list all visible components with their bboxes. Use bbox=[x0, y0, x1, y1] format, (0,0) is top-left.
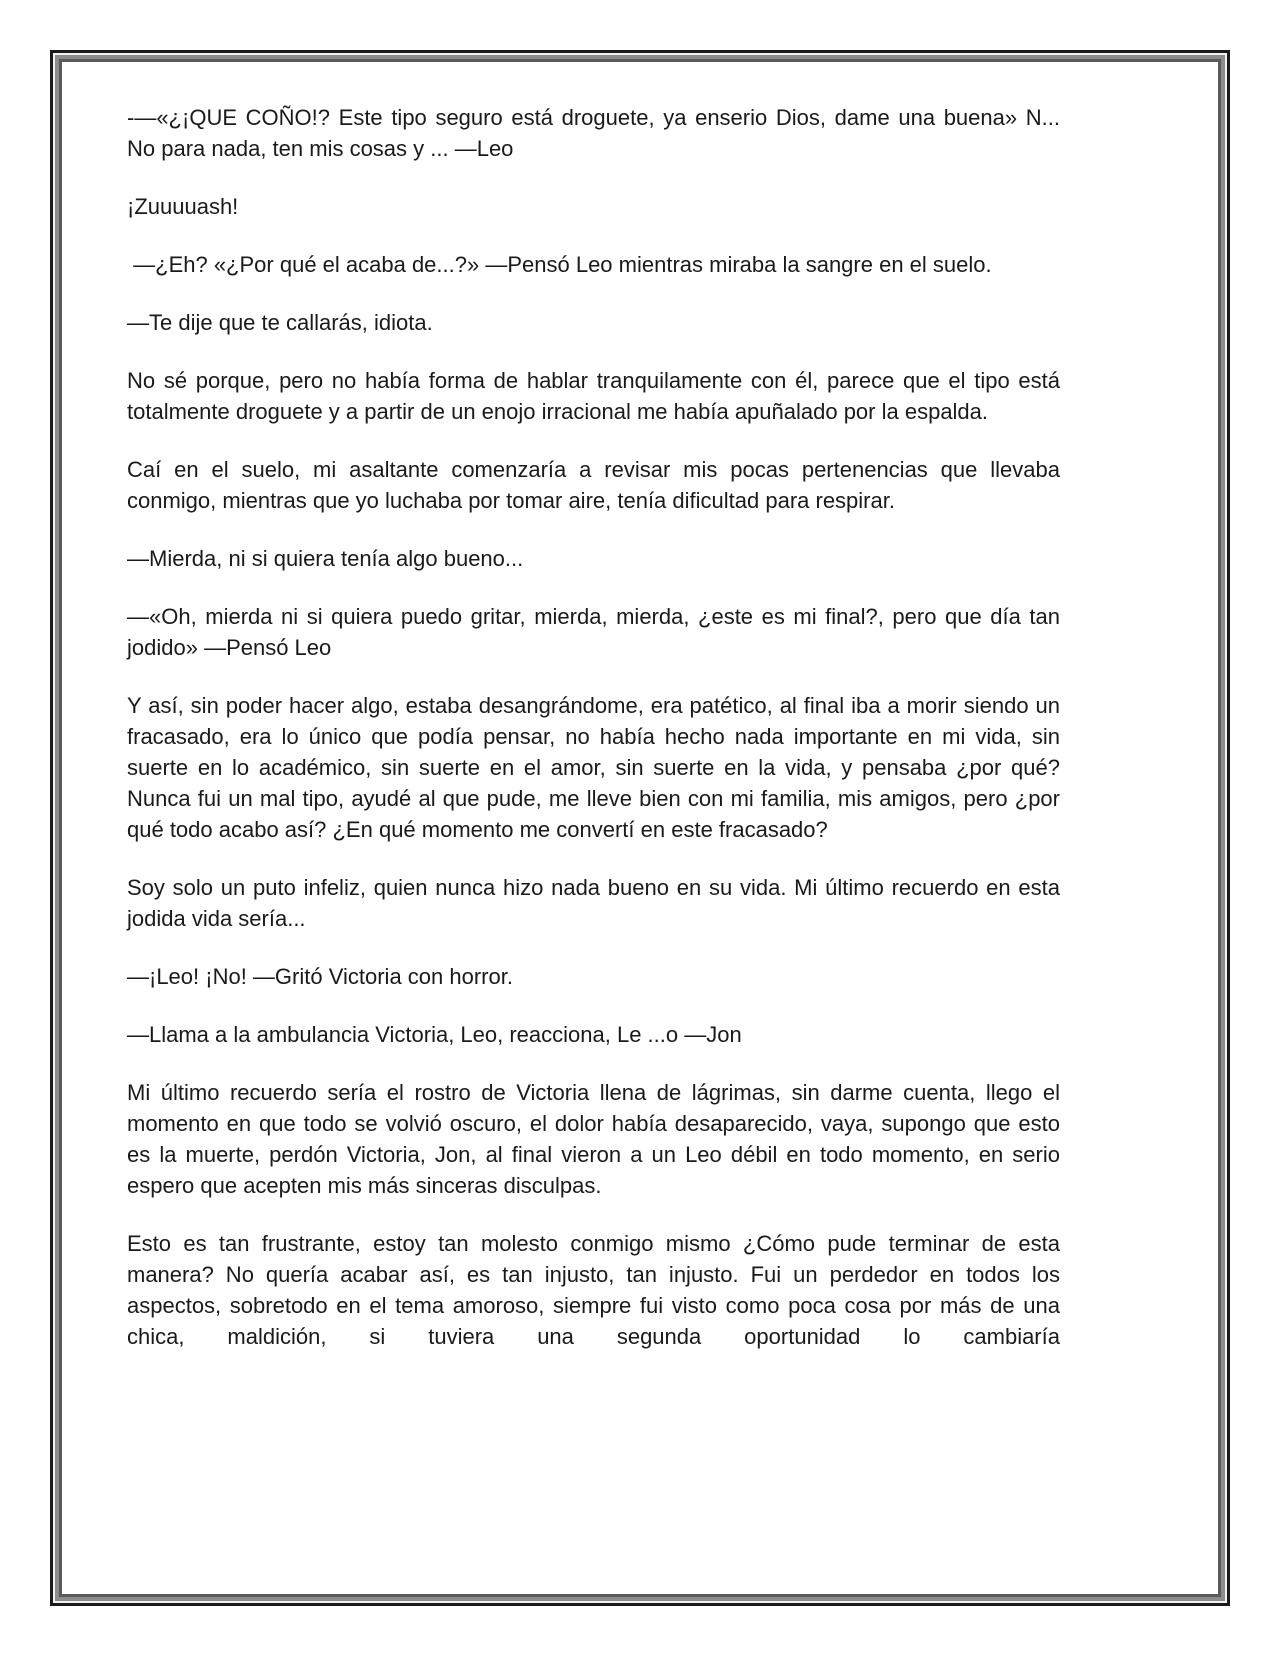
paragraph: Esto es tan frustrante, estoy tan molesto conmigo mismo ¿Cómo pude terminar de esta manera? No quería acabar así, es tan injusto, tan injusto. Fui un perdedor en todos los aspectos, sobretodo en el tema amoroso, siempre fui visto como poca cosa por más de una chica, maldición, si tuviera una segunda oportunidad lo cambiaría bbox=[127, 1231, 1060, 1349]
paragraph: —Llama a la ambulancia Victoria, Leo, reacciona, Le ...o —Jon bbox=[127, 1022, 742, 1047]
paragraph: Mi último recuerdo sería el rostro de Victoria llena de lágrimas, sin darme cuenta, llego el momento en que todo se volvió oscuro, el dolor había desaparecido, vaya, supongo que esto es la muerte, perdón Victoria, Jon, al final vieron a un Leo débil en todo momento, en serio espero que acepten mis más sinceras disculpas. bbox=[127, 1080, 1060, 1198]
paragraph: -—«¿¡QUE COÑO!? Este tipo seguro está droguete, ya enserio Dios, dame una buena» N... No para nada, ten mis cosas y ... —Leo bbox=[127, 105, 1060, 161]
paragraph: No sé porque, pero no había forma de hablar tranquilamente con él, parece que el tipo está totalmente droguete y a partir de un enojo irracional me había apuñalado por la espalda. bbox=[127, 368, 1060, 424]
paragraph: Soy solo un puto infeliz, quien nunca hizo nada bueno en su vida. Mi último recuerdo en esta jodida vida sería... bbox=[127, 875, 1060, 931]
paragraph: —Mierda, ni si quiera tenía algo bueno... bbox=[127, 546, 524, 571]
document-body bbox=[127, 102, 1060, 1352]
paragraph: —Te dije que te callarás, idiota. bbox=[127, 310, 433, 335]
paragraph: —¡Leo! ¡No! —Gritó Victoria con horror. bbox=[127, 964, 513, 989]
paragraph: —«Oh, mierda ni si quiera puedo gritar, mierda, mierda, ¿este es mi final?, pero que día tan jodido» —Pensó Leo bbox=[127, 604, 1060, 660]
paragraph: —¿Eh? «¿Por qué el acaba de...?» —Pensó Leo mientras miraba la sangre en el suelo. bbox=[127, 252, 992, 277]
paragraph: Caí en el suelo, mi asaltante comenzaría a revisar mis pocas pertenencias que llevaba conmigo, mientras que yo luchaba por tomar aire, tenía dificultad para respirar. bbox=[127, 457, 1060, 513]
paragraph: Y así, sin poder hacer algo, estaba desangrándome, era patético, al final iba a morir siendo un fracasado, era lo único que podía pensar, no había hecho nada importante en mi vida, sin suerte en lo académico, sin suerte en el amor, sin suerte en la vida, y pensaba ¿por qué? Nunca fui un mal tipo, ayudé al que pude, me lleve bien con mi familia, mis amigos, pero ¿por qué todo acabo así? ¿En qué momento me convertí en este fracasado? bbox=[127, 693, 1060, 842]
paragraph: ¡Zuuuuash! bbox=[127, 194, 239, 219]
